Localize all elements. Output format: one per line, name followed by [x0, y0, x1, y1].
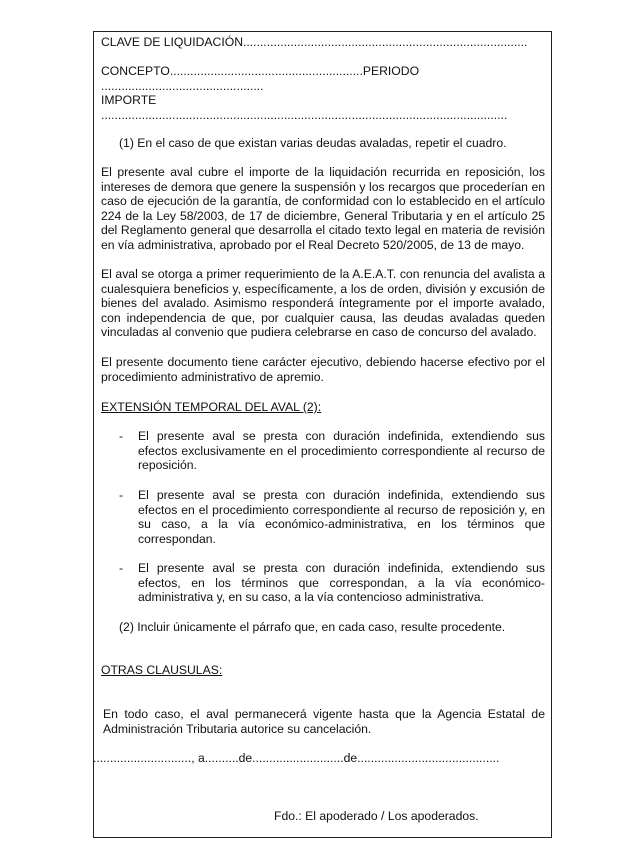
paragraph-coverage: El presente aval cubre el importe de la liquidación recurrida en reposición, los intereses de demora que genere la suspensión y los recargos que procederían en caso de ejecución de la garantía, de conformidad con lo establecido en el artículo 224 de la Ley 58/2003, de 17 de diciembre, General Tributaria y en el artículo 25 del Reglamento general que desarrolla el citado texto legal en materia de revisión en vía administrativa, aprobado por el Real Decreto 520/2005, de 13 de mayo.	[101, 165, 545, 252]
note-1: (1) En el caso de que existan varias deudas avaladas, repetir el cuadro.	[119, 136, 507, 150]
bullet-dash: -	[119, 488, 124, 502]
periodo-dots: ................................................	[101, 79, 264, 93]
paragraph-first-request: El aval se otorga a primer requerimiento de la A.E.A.T. con renuncia del avalista a cualesquiera beneficios y, específicamente, a los de orden, división y excusión de bienes del avalado. Asimismo responderá íntegramente por el importe avalado, con independencia de que, por cualquier causa, las deudas avaladas queden vinculadas al convenio que pudiera celebrarse en caso de concurso del avalado.	[101, 267, 545, 340]
concepto-periodo-field[interactable]: CONCEPTO.........................................................PERIODO	[101, 64, 420, 78]
bullet-dash: -	[119, 561, 124, 575]
bullet-option-2: El presente aval se presta con duración indefinida, extendiendo sus efectos en el procedimiento correspondiente al recurso de reposición y, en su caso, a la vía económico-administrativa, en los términos que correspondan.	[138, 488, 545, 546]
note-2: (2) Incluir únicamente el párrafo que, en cada caso, resulte procedente.	[119, 620, 506, 634]
bullet-dash: -	[119, 429, 124, 443]
place-date-field[interactable]: ............................., a..........de...........................de..........................................	[93, 751, 500, 765]
extension-heading: EXTENSIÓN TEMPORAL DEL AVAL (2):	[101, 400, 322, 414]
otras-clausulas-heading: OTRAS CLAUSULAS:	[101, 663, 223, 677]
importe-field[interactable]: ........................................................................................................................	[101, 108, 508, 122]
bullet-option-1: El presente aval se presta con duración indefinida, extendiendo sus efectos exclusivamente en el procedimiento correspondiente al recurso de reposición.	[138, 429, 545, 473]
clave-liquidacion-field[interactable]: CLAVE DE LIQUIDACIÓN....................................................................................	[101, 35, 528, 49]
signature-line: Fdo.: El apoderado / Los apoderados.	[274, 809, 479, 823]
paragraph-validity: En todo caso, el aval permanecerá vigente hasta que la Agencia Estatal de Administración Tributaria autorice su cancelación.	[103, 707, 545, 736]
paragraph-executive: El presente documento tiene carácter ejecutivo, debiendo hacerse efectivo por el procedimiento administrativo de apremio.	[101, 355, 545, 384]
bullet-option-3: El presente aval se presta con duración indefinida, extendiendo sus efectos, en los términos que correspondan, a la vía económico-administrativa y, en su caso, a la vía contencioso administrativa.	[138, 561, 545, 605]
importe-label: IMPORTE	[101, 93, 157, 107]
